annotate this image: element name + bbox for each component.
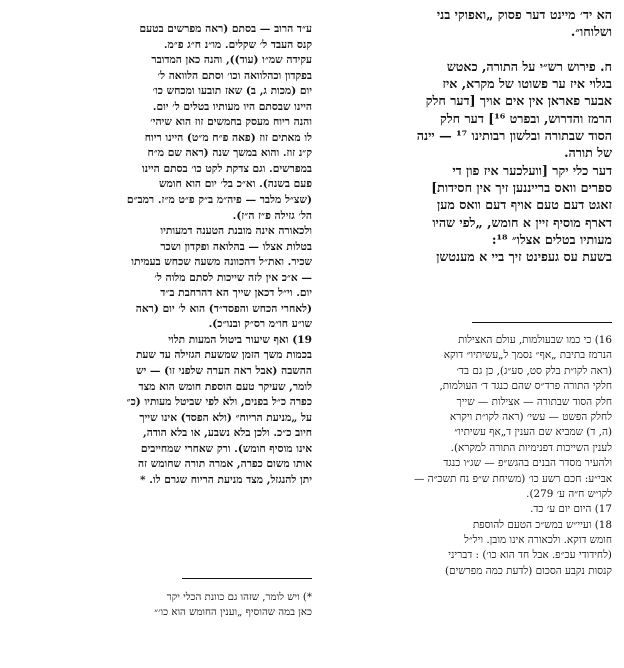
note-line: *) ויש לומר, שזהו גם כוונת הכלי יקר: [166, 592, 312, 603]
text-line: 19) ואף שיעור ביטול המעות תלוי: [168, 333, 312, 346]
footnote-line: חלק הסוד שבתורה — אצילות — שייך: [456, 395, 612, 408]
text-line: עקידה שמ״ו (עוד)), והנה כאן המדובר: [151, 54, 312, 67]
footnote-line: קנסות נקבע הסכום (לדעת כמה מפרשים): [445, 564, 612, 577]
footnote-line: 16) כי כמו שבעולמות, עולם האצילות: [458, 334, 612, 346]
text-line: [322, 41, 612, 58]
footnote-line: (ראה לקו״ת בלק סט, סע״ג), כן גם בד׳: [456, 364, 612, 377]
text-line: פעם בשנה). וא״כ בל׳ יום הוא חומש: [158, 178, 312, 191]
text-line: ההשבה (אבל ראה הערה שלפני זו) — יש: [135, 365, 312, 378]
footnote-line: הנרמז בתיבת „אף״ נסמך ל„עשיתיו״ דוקא: [443, 349, 612, 362]
footnote-line: לענין השייכות דפנימיות התורה למקרא).: [450, 441, 612, 454]
note-separator: [182, 578, 312, 579]
text-line: על „מניעת הריוח״ (ולא הפסד) אינו שייך: [139, 411, 312, 424]
text-line: חיוב כ״כ. ולכן בלא נשבע, או בלא הודה,: [143, 427, 312, 440]
text-line: קנס העבד ל׳ שקלים. מו״נ ח״ג פ״מ.: [163, 38, 312, 51]
text-line: דער כלי יקר [וועלכער איז פון די: [452, 162, 612, 178]
text-line: הא יד׳ מיינט דער פסוק „ואפוקי בני: [436, 7, 612, 22]
footnote-line: לחלק הפשט — עשי׳ (ראה לקו״ת ויקרא: [449, 410, 612, 423]
text-line: בכמות משך הזמן שמשעת הגזילה עד שעת: [135, 349, 312, 362]
footnote-line: 17) היום יום ע׳ כד.: [530, 503, 612, 516]
text-line: ושלוחו״.: [570, 24, 612, 40]
footnote-line: חומש דוקא. ולכאורה אינו מובן. ויל״ל: [464, 534, 612, 547]
footnotes: [322, 333, 612, 579]
text-line: במפרשים. וגם צדקת לקט כו׳ בסתם היינו: [141, 162, 312, 175]
text-line: כפרה כ״ל בפנים, ולא לפי שביטל מעותיו (כ״: [126, 396, 312, 409]
text-line: אבער פאראן אין אים אויך [דער חלק: [425, 93, 612, 109]
text-line: — א״כ אין לזה שייכות לסתם מלוה ל׳: [154, 271, 312, 284]
text-line: ח. פירוש רש״י על התורה, כאטש: [446, 58, 612, 74]
text-line: יום. וי״ל דכאן שייך הא דהרחבת ב״ד: [160, 287, 312, 300]
text-line: לו מאתים זוז (פאה פ״ח מ״ט) היינו ריוח: [144, 131, 312, 144]
text-line: יתן להנגזל, מצד מניעת הריוח שגרם לו. *: [140, 473, 312, 486]
text-line: בשעת עס געפינט זיך ביי א מענטשן: [436, 249, 612, 265]
footnote-line: חלקי התורה פרד״ס שהם כנגד ד׳ העולמות,: [439, 380, 612, 393]
left-main-text: [8, 22, 312, 488]
text-line: אינו מוסיף חומש). ורק שאחרי שמחייבים: [140, 442, 312, 455]
note-line: כאן במה שהוסיף „וענין החומש הוא כו׳״: [154, 607, 312, 618]
text-line: הסוד שבתורה ובלשון רבותינו ¹⁷ — יינה: [416, 128, 612, 144]
text-line: זאגט דעם טעם אויף דעם וואס מען: [437, 197, 612, 213]
footnote-line: (ה, ד) שמביא שם הענין ד„אף עשיתיו״: [454, 426, 612, 439]
footnote-line: לקו״ש ח״ה ע׳ 279).: [526, 487, 612, 500]
text-line: הל׳ גזילה פ״ז ה״ז).: [232, 209, 312, 222]
text-line: מעותיו בטלים אצלו״ ¹⁸:: [491, 231, 612, 247]
text-line: (שצ״ל מלבר — פיה״מ ב״ק פ״ט מ״ז. רמב״ם: [126, 194, 312, 207]
footnote-line: 18) ועיי״ש במש״כ הטעם להוספת: [472, 518, 612, 531]
footnote-separator: [472, 322, 612, 323]
text-line: ולכאורה אינה מובנת הטענה דמעותיו: [160, 225, 312, 238]
text-line: יום (מכות ג, ב) שאז תובעו ומכחש כו׳: [152, 85, 312, 98]
asterisk-note: [8, 590, 312, 620]
text-line: לומר, שעיקר טעם הוספת חומש הוא מצד: [138, 380, 312, 393]
footnote-line: ולהעיר מסדר הבנים בהגש״פ — שג״ו כנגד: [443, 457, 612, 470]
footnote-line: אבי״ע: חכם רשע כו׳ (משיחת ש״פ נח תשכ״ה —: [413, 472, 612, 485]
text-line: היינו שבסתם היו מעותיו בטלים ל׳ יום.: [152, 100, 312, 113]
right-main-text: [322, 6, 612, 265]
text-line: שכיר. ואת״ל דהכוונה משעה שכחש בעמיתו: [131, 256, 312, 269]
footnote-line: (לחידודי עכ״פ. אבל חד הוא כו׳) : דבריני: [448, 549, 612, 562]
text-line: ע״ד הרוב — בסתם (ראה מפרשים בטעם: [139, 23, 312, 35]
text-line: והנה ריוח מעסק בחמשים זוז הוא שיהי׳: [150, 116, 312, 129]
text-line: בטלות אצלו — בהלואה ופקדון ושכר: [160, 240, 312, 253]
text-line: בפקדון וכהלוואה וכו׳ וסתם הלוואה ל׳: [157, 69, 312, 82]
text-line: (לאחרי הכחש והפסד״ד) הוא ל׳ יום (ראה: [135, 302, 312, 315]
text-line: אותו משום כפרה, אמרה תורה שחומש זה: [138, 458, 312, 471]
text-line: ק״נ זוז. והוא במשך שנה (ראה שם מ״ח: [147, 147, 312, 160]
text-line: ספרים וואס ברייננען זיך אין חסידות]: [431, 179, 612, 195]
text-line: בגלוי איז ער פשוטו של מקרא, איז: [442, 76, 612, 92]
text-line: שו״ע חו״מ רס״ק ובנו״כ).: [208, 318, 312, 331]
text-line: דארף מוסיף זיין א חומש, „לפי שהיו: [432, 214, 612, 230]
text-line: של תורה.: [564, 145, 612, 161]
text-line: הרמז והדרוש, ובפרט ¹⁶] דער חלק: [440, 110, 612, 126]
